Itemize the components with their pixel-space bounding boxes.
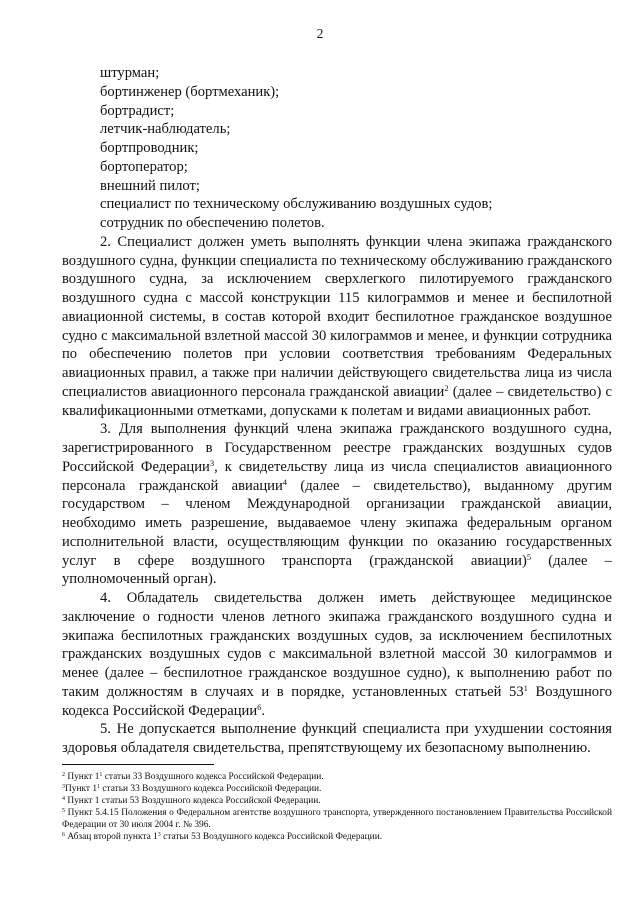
footnote-mark: 4 (62, 796, 65, 803)
paragraph-text: (далее – свидетельство) с квалификационными отметками, допусками к полетам и видами авиационных работ. (62, 383, 612, 419)
footnote-ref: 6 (257, 701, 262, 712)
footnote-text: статьи 33 Воздушного кодекса Российской Федерации. (100, 784, 322, 795)
list-item: штурман; (100, 65, 160, 81)
footnote-mark: 5 (62, 808, 65, 815)
paragraph-4 (62, 589, 612, 720)
footnote-ref: 3 (209, 457, 215, 468)
footnote-separator (62, 764, 214, 765)
paragraph-text: (далее – свидетельство), выданному другим государством – членом Международной организации гражданской авиации, необходимо иметь разрешение, выдаваемое члену экипажа федеральным органом исполнительной власти, осуществляющим функции по оказанию государственных услуг в сфере воздушного транспорта (гражданской авиации) (62, 477, 613, 569)
footnote-4 (62, 795, 612, 807)
footnote-text: Пункт 1 (65, 784, 98, 795)
paragraph-text: 4. Обладатель свидетельства должен иметь действующее медицинское заключение о годности членов летного экипажа гражданского воздушного судна и экипажа беспилотных гражданских воздушных судов, за исключением беспилотных гражданских воздушных судов с максимальной взлетной массой 30 килограммов и менее (далее – беспилотное гражданское воздушное судно), к выполнению работ по таким должностям в случаях и в порядке, установленных статьей 53 (62, 590, 612, 700)
paragraph-text: Воздушного кодекса Российской Федерации (62, 683, 612, 719)
paragraph-text: (далее – уполномоченный орган). (62, 552, 612, 588)
superscript-index: 1 (99, 772, 103, 778)
paragraph-text: 3. Для выполнения функций члена экипажа гражданского воздушного судна, зарегистрированного в Государственном реестре гражданских воздушных судов Российской Федерации (62, 421, 612, 475)
footnote-text: статьи 53 Воздушного кодекса Российской Федерации. (160, 832, 383, 843)
document-body (62, 64, 612, 758)
paragraph-2 (62, 233, 612, 421)
list-item: сотрудник по обеспечению полетов. (100, 215, 325, 231)
footnote-text: статьи 33 Воздушного кодекса Российской Федерации. (102, 772, 324, 782)
superscript-index: 1 (97, 784, 101, 791)
footnote-text: Абзац второй пункта 1 (65, 832, 158, 843)
paragraph-text: . (261, 702, 266, 719)
footnote-3 (62, 783, 612, 795)
superscript-index: 3 (157, 832, 161, 839)
footnote-ref: 2 (444, 382, 449, 393)
paragraph-3 (62, 420, 612, 589)
footnote-5 (62, 807, 612, 831)
list-item: специалист по техническому обслуживанию воздушных судов; (100, 196, 493, 213)
footnote-mark: 2 (62, 772, 65, 778)
footnote-ref: 5 (526, 551, 532, 562)
list-item: бортинженер (бортмеханик); (100, 83, 280, 100)
footnote-mark: 6 (62, 832, 65, 839)
list-item: бортпроводник; (100, 140, 199, 156)
footnotes (62, 771, 612, 844)
list-item: бортрадист; (100, 102, 175, 119)
paragraph-text: 2. Специалист должен уметь выполнять функции члена экипажа гражданского воздушного судна, функции специалиста по техническому обслуживанию гражданского воздушного судна, за исключением сверхлегкого пилотируемого гражданского воздушного судна с массой конструкции 115 килограммов и менее и беспилотной авиационной системы, в состав которой входит беспилотное гражданское воздушное судно с максимальной взлетной массой 30 килограммов и менее, и функции сотрудника по обеспечению полетов при условии соответствия требованиям Федеральных авиационных правил, а также при наличии действующего свидетельства лица из числа специалистов авиационного персонала гражданской авиации (62, 233, 612, 400)
list-item: внешний пилот; (100, 177, 200, 194)
footnote-6 (62, 831, 612, 843)
paragraph-text: , к свидетельству лица из числа специалистов авиационного персонала гражданской авиации (62, 458, 612, 494)
footnote-ref: 4 (282, 476, 288, 487)
list-item: летчик-наблюдатель; (100, 121, 231, 138)
list-item: бортоператор; (100, 158, 188, 175)
page-number: 2 (316, 26, 324, 41)
footnote-text: Пункт 5.4.15 Положения о Федеральном агентстве воздушного транспорта, утвержденного постановлением Правительства Российской Федерации от 30 июля 2004 г. № 396. (62, 808, 612, 831)
footnote-text: Пункт 1 (65, 772, 100, 782)
footnote-2 (62, 771, 612, 783)
superscript-index: 1 (523, 682, 528, 693)
footnote-mark: 3 (62, 784, 65, 791)
paragraph-5: 5. Не допускается выполнение функций специалиста при ухудшении состояния здоровья обладателя свидетельства, препятствующему их безопасному выполнению. (62, 721, 612, 756)
footnote-text: Пункт 1 статьи 53 Воздушного кодекса Российской Федерации. (65, 796, 321, 807)
